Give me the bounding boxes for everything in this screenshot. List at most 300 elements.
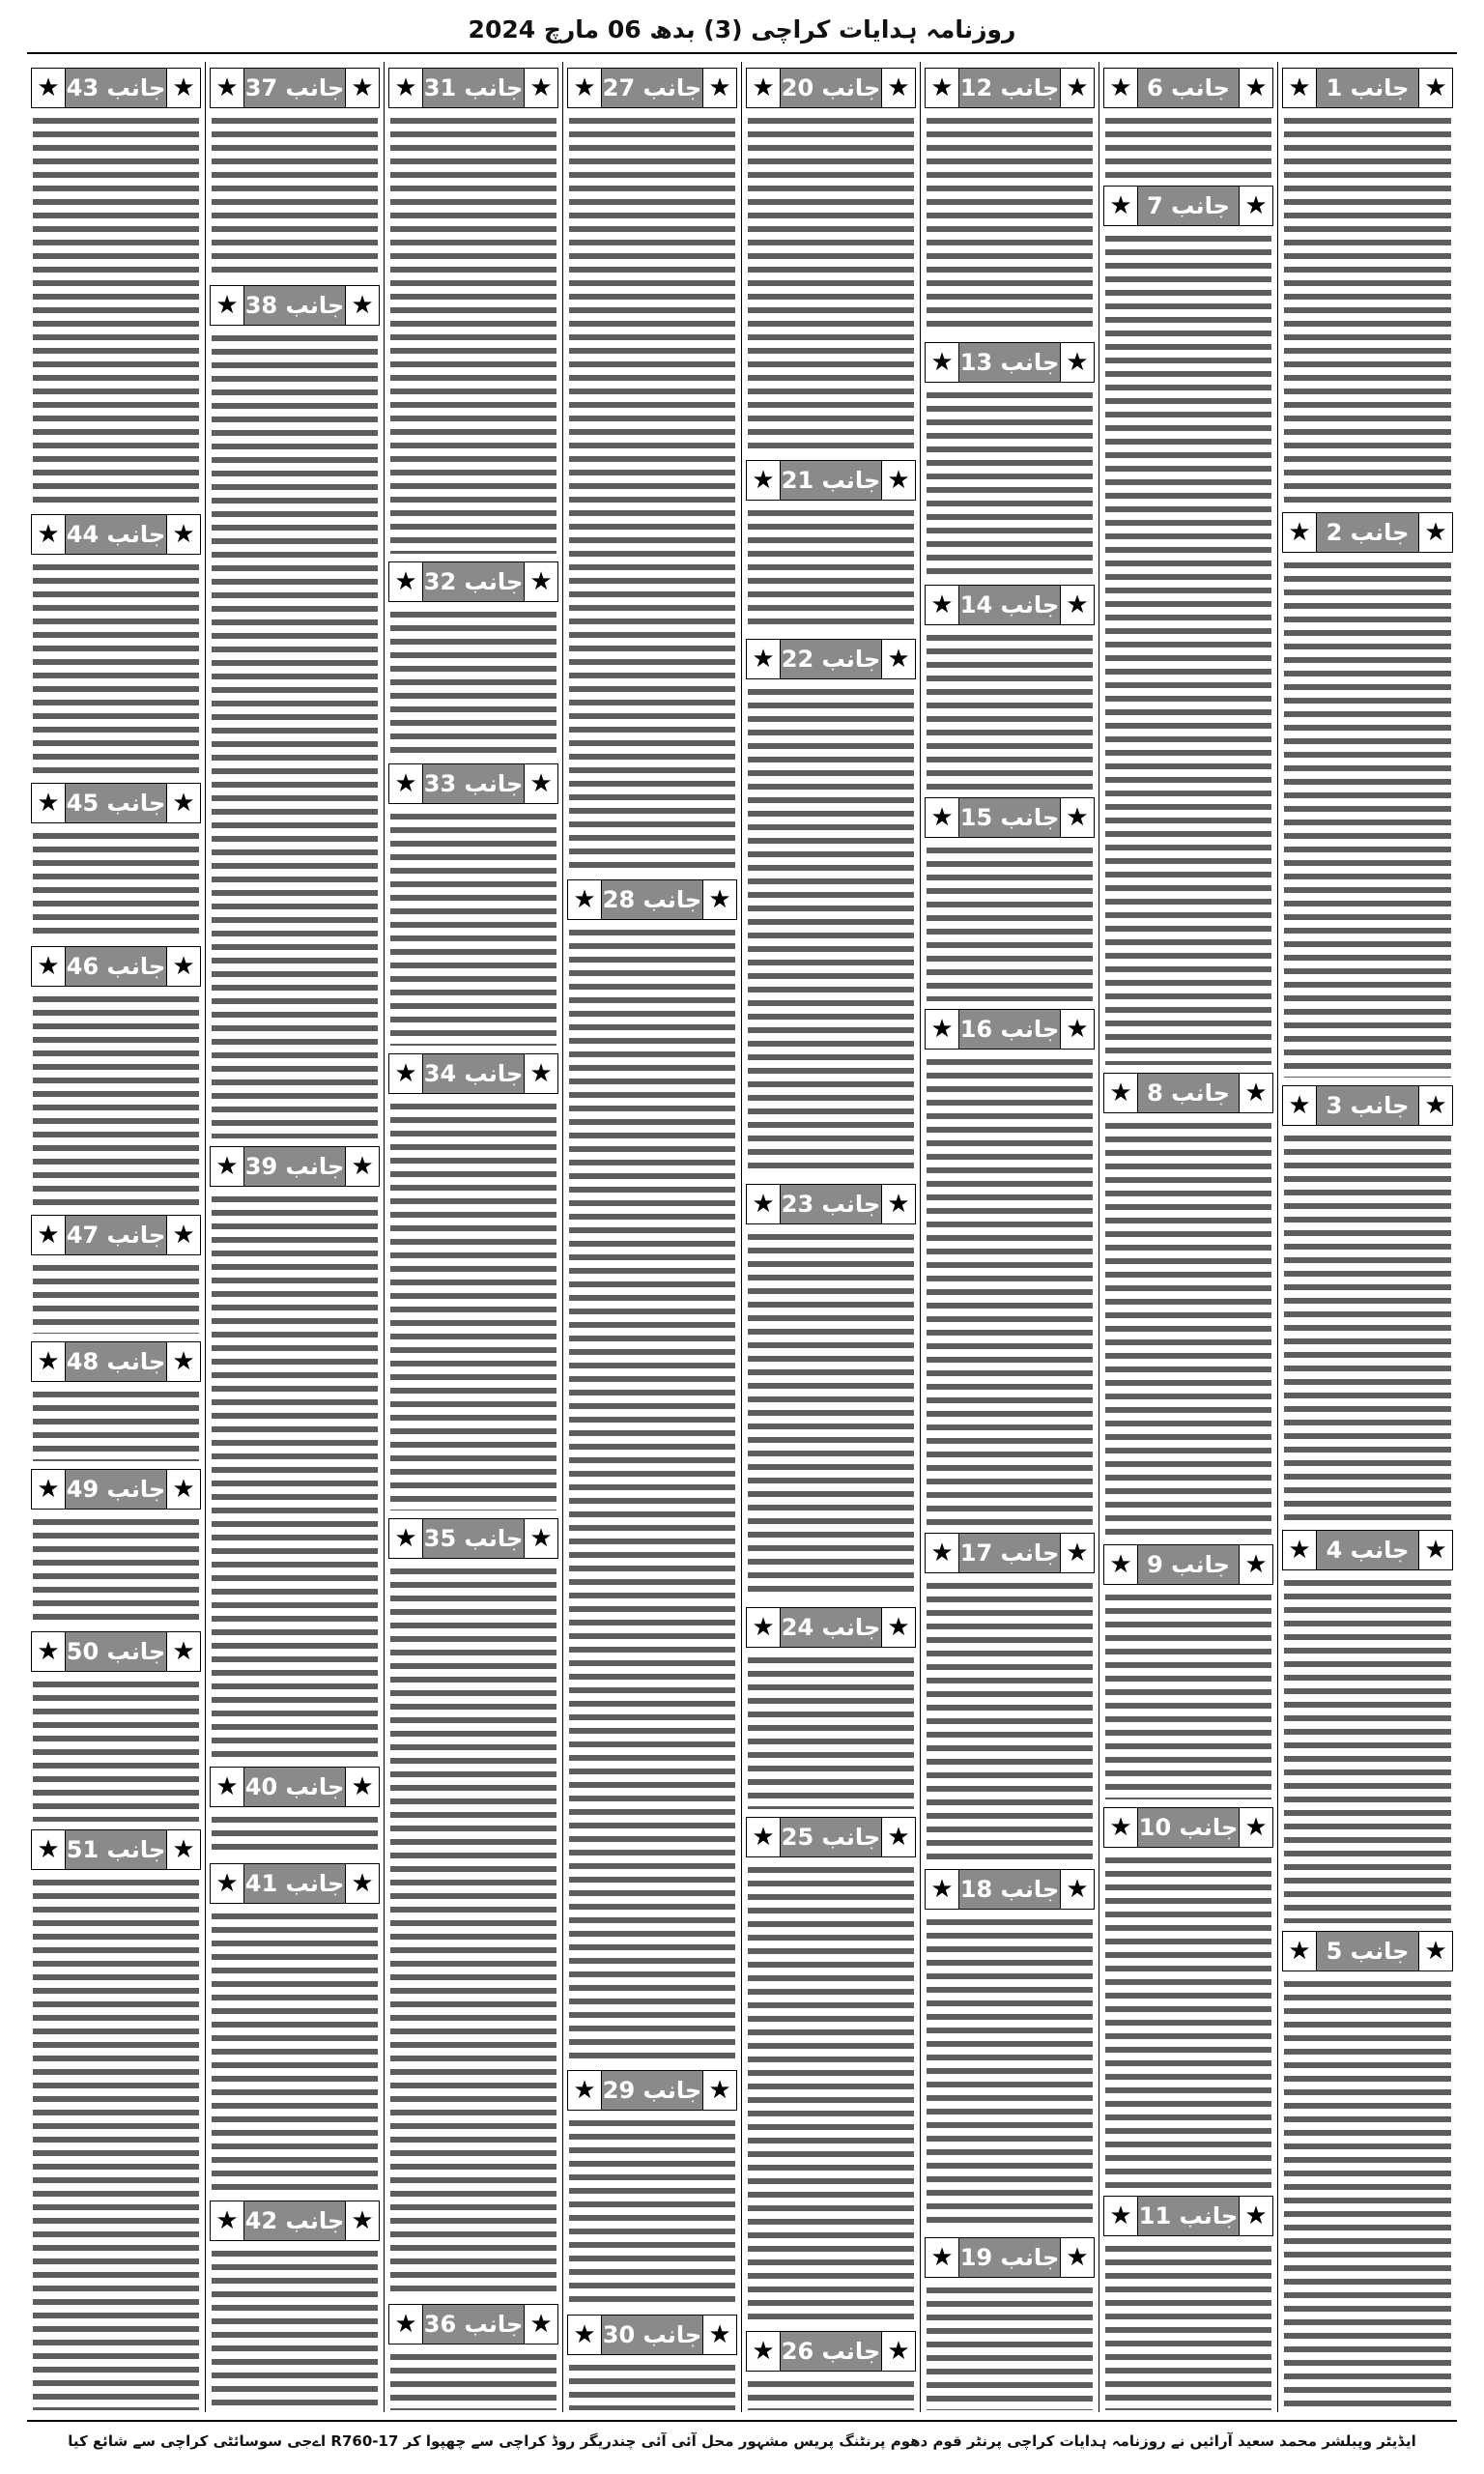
star-icon: ★ (702, 880, 736, 919)
notice-banner (1103, 1544, 1273, 1585)
notice-label (959, 798, 1060, 837)
notice-banner (1282, 1530, 1453, 1570)
star-icon: ★ (211, 286, 244, 325)
notice-number: 49 (66, 1475, 100, 1503)
notice-word: جانب (1000, 348, 1060, 376)
star-icon: ★ (389, 1519, 423, 1558)
star-icon: ★ (926, 798, 959, 837)
notice-number: 16 (959, 1016, 993, 1044)
notice-label (1317, 1932, 1418, 1971)
page-column (385, 62, 563, 2412)
star-icon: ★ (389, 69, 423, 107)
star-icon: ★ (1060, 343, 1094, 382)
star-icon: ★ (1418, 1932, 1452, 1971)
notice-banner (1282, 1085, 1453, 1126)
star-icon: ★ (524, 69, 557, 107)
notice-label (959, 343, 1060, 382)
notice-body-text (746, 1230, 916, 1601)
notice-word: جانب (285, 2207, 345, 2235)
notice-banner (210, 2201, 380, 2241)
notice-number: 22 (781, 645, 814, 673)
notice-label (959, 586, 1060, 624)
notice-word: جانب (464, 1059, 524, 1087)
notice-label (1138, 69, 1239, 107)
star-icon: ★ (881, 461, 915, 500)
star-icon: ★ (524, 1054, 557, 1093)
notice-banner (1282, 512, 1453, 553)
star-icon: ★ (1283, 1932, 1317, 1971)
star-icon: ★ (1239, 187, 1272, 225)
page-column (563, 62, 742, 2412)
notice-label (1317, 69, 1418, 107)
notice-body-text (567, 114, 737, 874)
notice-number: 32 (423, 568, 457, 596)
star-icon: ★ (211, 1864, 244, 1903)
star-icon: ★ (524, 562, 557, 601)
star-icon: ★ (881, 2332, 915, 2371)
notice-body-text (1282, 114, 1453, 506)
notice-number: 13 (959, 348, 993, 376)
notice-label (66, 784, 166, 822)
star-icon: ★ (166, 784, 200, 822)
notice-label (244, 1768, 345, 1806)
notice-body-text (746, 1654, 916, 1810)
notice-number: 44 (66, 521, 100, 549)
star-icon: ★ (1283, 1086, 1317, 1125)
notice-label (602, 69, 702, 107)
notice-banner (31, 1631, 201, 1672)
notice-body-text (1282, 1576, 1453, 1925)
notice-number: 2 (1326, 518, 1343, 546)
notice-label (1317, 1531, 1418, 1569)
notice-banner (388, 561, 558, 602)
notice-banner (567, 2070, 737, 2111)
notice-number: 17 (959, 1539, 993, 1567)
classifieds-columns (27, 62, 1457, 2412)
notice-number: 34 (423, 1059, 457, 1087)
star-icon: ★ (1283, 513, 1317, 552)
star-icon: ★ (32, 1216, 66, 1254)
notice-word: جانب (1350, 1937, 1410, 1965)
star-icon: ★ (1104, 1808, 1138, 1847)
notice-number: 37 (244, 74, 278, 101)
notice-banner (925, 585, 1095, 625)
star-icon: ★ (166, 1632, 200, 1671)
notice-word: جانب (464, 74, 524, 101)
notice-number: 25 (781, 1823, 814, 1851)
notice-number: 38 (244, 291, 278, 319)
notice-number: 1 (1326, 74, 1343, 101)
star-icon: ★ (32, 1632, 66, 1671)
notice-number: 4 (1326, 1536, 1343, 1564)
star-icon: ★ (926, 2238, 959, 2277)
star-icon: ★ (926, 69, 959, 107)
newspaper-page (27, 14, 1457, 2460)
notice-word: جانب (285, 291, 345, 319)
notice-label (423, 562, 524, 601)
notice-word: جانب (1000, 1876, 1060, 1904)
notice-label (66, 1470, 166, 1509)
notice-label (66, 1632, 166, 1671)
notice-body-text (31, 992, 201, 1209)
notice-body-text (1103, 232, 1273, 1066)
notice-word: جانب (1000, 74, 1060, 101)
star-icon: ★ (211, 1147, 244, 1186)
notice-label (244, 1864, 345, 1903)
notice-label (244, 2201, 345, 2240)
notice-banner (31, 68, 201, 108)
notice-word: جانب (642, 2321, 702, 2349)
star-icon: ★ (32, 1830, 66, 1869)
notice-label (423, 69, 524, 107)
notice-body-text (388, 810, 558, 1048)
notice-word: جانب (106, 1348, 166, 1376)
notice-banner (1282, 68, 1453, 108)
notice-banner (31, 1341, 201, 1382)
star-icon: ★ (389, 1054, 423, 1093)
notice-banner (746, 2331, 916, 2372)
star-icon: ★ (524, 1519, 557, 1558)
star-icon: ★ (881, 1608, 915, 1647)
notice-number: 51 (66, 1836, 100, 1864)
notice-body-text (210, 1910, 380, 2196)
page-column (1278, 62, 1457, 2412)
notice-word: جانب (1000, 1539, 1060, 1567)
notice-label (959, 69, 1060, 107)
star-icon: ★ (881, 1185, 915, 1223)
notice-number: 26 (781, 2338, 814, 2366)
notice-banner (1103, 2196, 1273, 2236)
star-icon: ★ (32, 1470, 66, 1509)
notice-body-text (1282, 1977, 1453, 2412)
notice-number: 33 (423, 770, 457, 798)
notice-word: جانب (1171, 1550, 1230, 1578)
page-column (921, 62, 1099, 2412)
star-icon: ★ (926, 343, 959, 382)
notice-banner (925, 342, 1095, 383)
star-icon: ★ (747, 640, 781, 678)
notice-body-text (388, 114, 558, 556)
notice-banner (567, 879, 737, 920)
star-icon: ★ (1239, 2197, 1272, 2235)
notice-body-text (388, 1565, 558, 2298)
notice-label (781, 1608, 881, 1647)
notice-body-text (925, 1915, 1095, 2231)
notice-body-text (210, 2247, 380, 2412)
notice-word: جانب (1179, 1814, 1239, 1842)
notice-number: 12 (959, 74, 993, 101)
star-icon: ★ (1060, 1870, 1094, 1909)
notice-word: جانب (106, 521, 166, 549)
notice-body-text (210, 1813, 380, 1857)
star-icon: ★ (1239, 1808, 1272, 1847)
notice-label (66, 1830, 166, 1869)
star-icon: ★ (345, 1864, 379, 1903)
notice-word: جانب (821, 1823, 881, 1851)
star-icon: ★ (1104, 2197, 1138, 2235)
notice-body-text (746, 2377, 916, 2412)
notice-word: جانب (106, 1222, 166, 1249)
notice-body-text (210, 1193, 380, 1761)
notice-body-text (746, 685, 916, 1179)
notice-number: 31 (423, 74, 457, 101)
notice-word: جانب (106, 74, 166, 101)
notice-word: جانب (285, 1869, 345, 1897)
star-icon: ★ (1104, 69, 1138, 107)
star-icon: ★ (389, 562, 423, 601)
star-icon: ★ (568, 2316, 602, 2354)
notice-word: جانب (106, 1638, 166, 1666)
notice-body-text (567, 2116, 737, 2310)
notice-body-text (210, 331, 380, 1141)
notice-banner (746, 1817, 916, 1857)
star-icon: ★ (389, 764, 423, 803)
notice-banner (388, 1053, 558, 1094)
notice-number: 46 (66, 952, 100, 980)
notice-word: جانب (1000, 591, 1060, 619)
notice-word: جانب (821, 1614, 881, 1642)
notice-word: جانب (1179, 2202, 1239, 2230)
notice-number: 35 (423, 1524, 457, 1552)
notice-word: جانب (106, 1475, 166, 1503)
notice-banner (925, 1869, 1095, 1910)
notice-banner (746, 460, 916, 501)
notice-banner (210, 1767, 380, 1807)
notice-banner (925, 1533, 1095, 1573)
notice-label (959, 1534, 1060, 1572)
star-icon: ★ (1418, 69, 1452, 107)
notice-body-text (210, 114, 380, 279)
notice-banner (31, 783, 201, 823)
notice-body-text (746, 114, 916, 454)
star-icon: ★ (345, 1147, 379, 1186)
notice-body-text (31, 1388, 201, 1462)
star-icon: ★ (702, 69, 736, 107)
star-icon: ★ (166, 1216, 200, 1254)
star-icon: ★ (32, 784, 66, 822)
notice-body-text (925, 2284, 1095, 2412)
notice-body-text (1103, 114, 1273, 180)
notice-label (66, 515, 166, 554)
page-column (742, 62, 921, 2412)
star-icon: ★ (1060, 1534, 1094, 1572)
star-icon: ★ (1104, 1545, 1138, 1584)
notice-label (423, 2305, 524, 2344)
star-icon: ★ (568, 2071, 602, 2110)
star-icon: ★ (211, 2201, 244, 2240)
star-icon: ★ (1283, 1531, 1317, 1569)
notice-word: جانب (1171, 192, 1230, 220)
notice-body-text (388, 608, 558, 758)
notice-word: جانب (1171, 1079, 1230, 1107)
star-icon: ★ (211, 1768, 244, 1806)
star-icon: ★ (32, 1342, 66, 1381)
star-icon: ★ (1239, 1074, 1272, 1112)
notice-number: 41 (244, 1869, 278, 1897)
notice-number: 23 (781, 1191, 814, 1219)
star-icon: ★ (166, 947, 200, 986)
star-icon: ★ (881, 640, 915, 678)
notice-number: 50 (66, 1638, 100, 1666)
star-icon: ★ (1060, 586, 1094, 624)
star-icon: ★ (32, 947, 66, 986)
notice-banner (210, 1146, 380, 1187)
notice-label (244, 1147, 345, 1186)
notice-label (423, 1054, 524, 1093)
notice-body-text (31, 1678, 201, 1824)
notice-body-text (31, 1261, 201, 1336)
notice-label (1138, 2197, 1239, 2235)
notice-number: 15 (959, 803, 993, 831)
notice-label (1138, 187, 1239, 225)
notice-banner (1282, 1931, 1453, 1971)
notice-banner (31, 1215, 201, 1255)
notice-banner (31, 1829, 201, 1870)
notice-body-text (925, 114, 1095, 336)
notice-label (1317, 513, 1418, 552)
notice-number: 14 (959, 591, 993, 619)
star-icon: ★ (1060, 2238, 1094, 2277)
notice-banner (210, 1863, 380, 1904)
notice-banner (388, 2304, 558, 2345)
notice-number: 36 (423, 2310, 457, 2338)
notice-number: 10 (1138, 1814, 1172, 1842)
notice-number: 9 (1147, 1550, 1163, 1578)
notice-body-text (1103, 1119, 1273, 1539)
notice-word: جانب (464, 568, 524, 596)
notice-body-text (31, 1515, 201, 1625)
star-icon: ★ (1418, 1086, 1452, 1125)
notice-word: جانب (821, 645, 881, 673)
notice-banner (567, 2315, 737, 2355)
page-column (1099, 62, 1278, 2412)
notice-number: 19 (959, 2243, 993, 2271)
notice-label (959, 1010, 1060, 1049)
notice-body-text (1282, 1132, 1453, 1524)
notice-banner (1103, 1807, 1273, 1848)
notice-body-text (388, 1100, 558, 1512)
notice-number: 29 (602, 2076, 636, 2104)
notice-banner (31, 1469, 201, 1510)
notice-banner (746, 1184, 916, 1224)
notice-number: 20 (781, 74, 814, 101)
notice-word: جانب (642, 2076, 702, 2104)
notice-word: جانب (1000, 2243, 1060, 2271)
notice-body-text (925, 388, 1095, 580)
notice-number: 18 (959, 1876, 993, 1904)
notice-body-text (31, 114, 201, 508)
star-icon: ★ (211, 69, 244, 107)
notice-label (1138, 1808, 1239, 1847)
star-icon: ★ (345, 2201, 379, 2240)
notice-body-text (1103, 1591, 1273, 1802)
notice-number: 11 (1138, 2202, 1172, 2230)
notice-label (1317, 1086, 1418, 1125)
notice-label (781, 1185, 881, 1223)
notice-label (959, 1870, 1060, 1909)
notice-word: جانب (464, 2310, 524, 2338)
notice-banner (746, 68, 916, 108)
page-column (27, 62, 206, 2412)
notice-word: جانب (821, 1191, 881, 1219)
star-icon: ★ (1060, 69, 1094, 107)
notice-banner (388, 763, 558, 804)
star-icon: ★ (166, 1342, 200, 1381)
star-icon: ★ (881, 69, 915, 107)
notice-label (781, 2332, 881, 2371)
notice-body-text (1103, 1854, 1273, 2190)
notice-banner (388, 1518, 558, 1559)
star-icon: ★ (1060, 798, 1094, 837)
notice-label (244, 69, 345, 107)
notice-label (959, 2238, 1060, 2277)
notice-banner (746, 1607, 916, 1648)
notice-banner (1103, 186, 1273, 226)
star-icon: ★ (568, 880, 602, 919)
notice-banner (925, 68, 1095, 108)
notice-number: 39 (244, 1153, 278, 1181)
notice-label (602, 2316, 702, 2354)
notice-banner (925, 2237, 1095, 2278)
notice-body-text (1282, 559, 1453, 1080)
star-icon: ★ (389, 2305, 423, 2344)
notice-banner (210, 285, 380, 326)
notice-label (781, 69, 881, 107)
notice-word: جانب (106, 790, 166, 818)
notice-label (602, 2071, 702, 2110)
page-column (206, 62, 385, 2412)
star-icon: ★ (568, 69, 602, 107)
notice-label (602, 880, 702, 919)
notice-body-text (925, 1579, 1095, 1863)
notice-label (423, 1519, 524, 1558)
notice-label (781, 461, 881, 500)
star-icon: ★ (166, 515, 200, 554)
notice-body-text (925, 631, 1095, 791)
notice-body-text (925, 1055, 1095, 1527)
masthead-title: روزنامہ ہدایات کراچی (3) بدھ 06 مارچ 2024 (468, 15, 1016, 43)
notice-number: 7 (1147, 192, 1163, 220)
star-icon: ★ (926, 1870, 959, 1909)
notice-word: جانب (285, 74, 345, 101)
notice-number: 6 (1147, 74, 1163, 101)
notice-word: جانب (1350, 1092, 1410, 1120)
star-icon: ★ (747, 1818, 781, 1856)
notice-word: جانب (1350, 518, 1410, 546)
notice-number: 8 (1147, 1079, 1163, 1107)
star-icon: ★ (1239, 69, 1272, 107)
star-icon: ★ (166, 1470, 200, 1509)
notice-banner (31, 514, 201, 555)
notice-label (66, 1342, 166, 1381)
notice-word: جانب (1000, 803, 1060, 831)
notice-word: جانب (642, 74, 702, 101)
star-icon: ★ (345, 286, 379, 325)
star-icon: ★ (1239, 1545, 1272, 1584)
star-icon: ★ (747, 1185, 781, 1223)
notice-banner (1103, 1073, 1273, 1113)
star-icon: ★ (747, 1608, 781, 1647)
notice-banner (567, 68, 737, 108)
star-icon: ★ (345, 69, 379, 107)
notice-number: 43 (66, 74, 100, 101)
masthead-divider (27, 52, 1457, 54)
star-icon: ★ (32, 69, 66, 107)
notice-body-text (31, 561, 201, 777)
notice-body-text (746, 1863, 916, 2326)
notice-label (244, 286, 345, 325)
star-icon: ★ (702, 2071, 736, 2110)
